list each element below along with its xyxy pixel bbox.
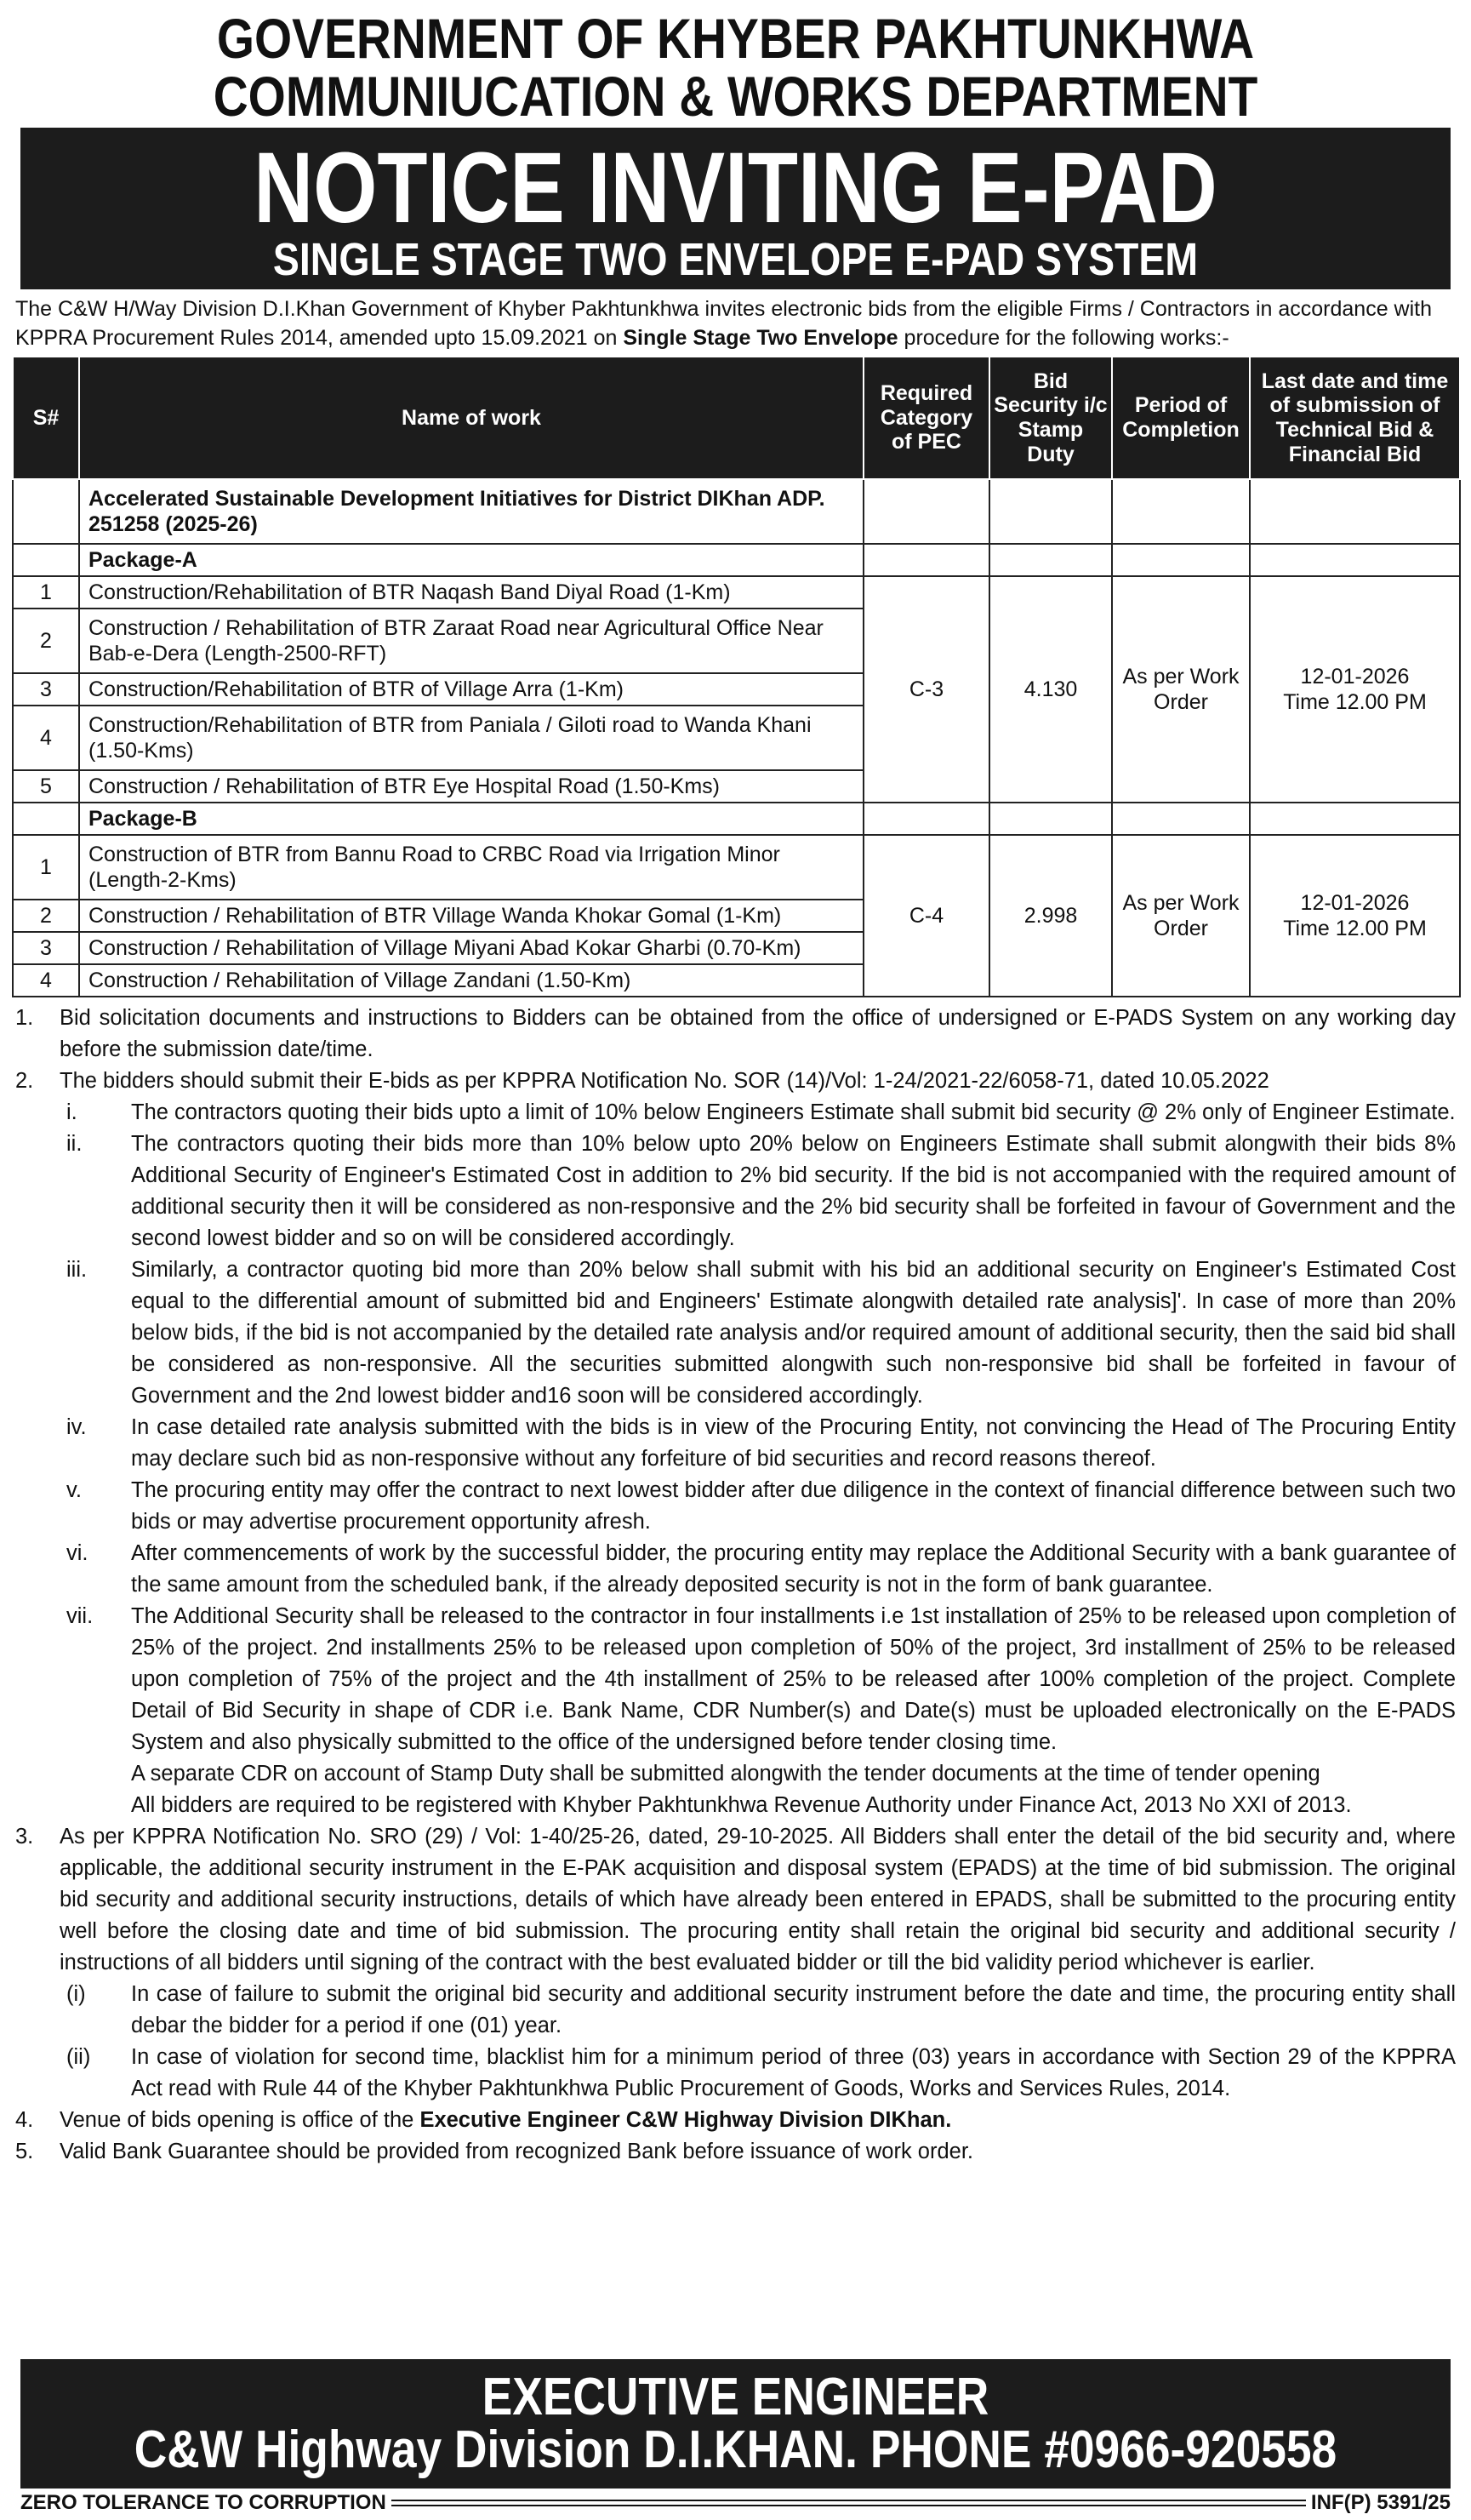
notice-title: NOTICE INVITING E-PAD	[254, 132, 1217, 244]
stamp-duty-note: A separate CDR on account of Stamp Duty shall be submitted alongwith the tender documents at the time of tender opening	[131, 1762, 1320, 1786]
note-2-sub-iii	[15, 1254, 1456, 1412]
row-sno: 4	[13, 706, 79, 770]
sub-label: iv.	[66, 1415, 87, 1439]
col-header-sno: S#	[13, 357, 79, 479]
note-text	[60, 2105, 1456, 2136]
row-work-name: Construction/Rehabilitation of BTR Naqash Band Diyal Road (1-Km)	[79, 576, 864, 609]
note-3-sub-ii	[15, 2042, 1456, 2105]
sub-label: i.	[66, 1100, 77, 1124]
row-sno: 3	[13, 932, 79, 964]
row-sno: 2	[13, 900, 79, 932]
note-number: 3.	[15, 1825, 34, 1849]
sub-text: In case of violation for second time, blacklist him for a minimum period of three (03) years in accordance with Section 29 of the KPPRA Act read with Rule 44 of the Khyber Pakhtunkhwa Public Procurement of Goods, Works and Services Rules, 2014.	[131, 2045, 1456, 2100]
sub-text: The contractors quoting their bids more than 10% below upto 20% below on Engineers Estimate shall submit alongwith their bids 8% Additional Security of Engineer's Estimated Cost in addition to 2% bid security. If the bid is not accompanied with the required amount of additional security then it will be considered as non-responsive and the 2% bid security shall be forfeited in favour of Government and the second lowest bidder and so on will be considered accordingly.	[131, 1132, 1456, 1250]
note-5	[15, 2136, 1456, 2168]
title-banner	[20, 128, 1451, 289]
note-2-sub-vii	[15, 1601, 1456, 1758]
row-sno: 4	[13, 964, 79, 997]
scheme-name: Accelerated Sustainable Development Initiatives for District DIKhan ADP. 251258 (2025-26)	[79, 479, 864, 544]
intro-paragraph	[12, 294, 1459, 352]
col-header-security: Bid Security i/c Stamp Duty	[989, 357, 1112, 479]
row-work-name: Construction / Rehabilitation of Village Miyani Abad Kokar Gharbi (0.70-Km)	[79, 932, 864, 964]
kpra-registration-note: All bidders are required to be registered with Khyber Pakhtunkhwa Revenue Authority under Finance Act, 2013 No XXI of 2013.	[131, 1793, 1352, 1817]
row-work-name: Construction/Rehabilitation of BTR from Paniala / Giloti road to Wanda Khani (1.50-Kms)	[79, 706, 864, 770]
row-work-name: Construction / Rehabilitation of Village Zandani (1.50-Km)	[79, 964, 864, 997]
package-b-category: C-4	[864, 835, 989, 997]
row-sno: 1	[13, 576, 79, 609]
sub-text: In case of failure to submit the original bid security and additional security instrument before the date and time, the procuring entity shall debar the bidder for a period if one (01) year.	[131, 1982, 1456, 2037]
sub-text: The procuring entity may offer the contract to next lowest bidder after due diligence in the context of financial difference between such two bids or may advertise procurement opportunity afresh.	[131, 1478, 1456, 1534]
department-heading: COMMUNIUCATION & WORKS DEPARTMENT	[213, 65, 1258, 128]
note-2-sub-i	[15, 1097, 1456, 1129]
row-sno: 5	[13, 770, 79, 803]
note-3-sub-i	[15, 1979, 1456, 2042]
note-2	[15, 1066, 1456, 1097]
row-sno: 1	[13, 835, 79, 900]
sub-text: Similarly, a contractor quoting bid more than 20% below shall submit with his bid an additional security on Engineer's Estimated Cost equal to the differential amount of submitted bid and Engineers' Estimate alongwith detailed rate analysis]'. In case of more than 20% below bids, if the bid is not accompanied by the detailed rate analysis and/or required amount of additional security, then the said bid shall be considered as non-responsive. All the securities submitted alongwith such non-responsive bid shall be forfeited in favour of Government and the 2nd lowest bidder and16 soon will be considered accordingly.	[131, 1258, 1456, 1408]
note-2-sub-vi	[15, 1538, 1456, 1601]
sub-label: (i)	[66, 1982, 86, 2006]
table-row	[13, 479, 1460, 544]
sub-label: ii.	[66, 1132, 83, 1156]
publication-ref: INF(P) 5391/25	[1310, 2491, 1451, 2514]
note-2-sub-ii	[15, 1129, 1456, 1254]
sub-label: iii.	[66, 1258, 88, 1282]
note-number: 2.	[15, 1069, 34, 1093]
government-heading: GOVERNMENT OF KHYBER PAKHTUNKHWA	[216, 7, 1255, 70]
row-work-name: Construction of BTR from Bannu Road to CRBC Road via Irrigation Minor (Length-2-Kms)	[79, 835, 864, 900]
venue-text: Venue of bids opening is office of the	[60, 2108, 420, 2132]
slogan: ZERO TOLERANCE TO CORRUPTION	[20, 2491, 386, 2514]
note-text: Bid solicitation documents and instructions to Bidders can be obtained from the office of undersigned or E-PADS System on any working day before the submission date/time.	[60, 1006, 1456, 1061]
table-row	[13, 576, 1460, 609]
col-header-name: Name of work	[79, 357, 864, 479]
intro-text-end: procedure for the following works:-	[898, 326, 1229, 350]
row-sno: 2	[13, 609, 79, 673]
divider	[391, 2500, 1306, 2506]
bottom-strip	[20, 2490, 1451, 2516]
package-b-time: Time 12.00 PM	[1283, 917, 1427, 940]
sub-label: (ii)	[66, 2045, 91, 2069]
note-3	[15, 1821, 1456, 1979]
package-b-label: Package-B	[79, 803, 864, 835]
designation: EXECUTIVE ENGINEER	[482, 2368, 989, 2426]
package-a-time: Time 12.00 PM	[1283, 690, 1427, 714]
row-work-name: Construction / Rehabilitation of BTR Village Wanda Khokar Gomal (1-Km)	[79, 900, 864, 932]
table-row	[13, 544, 1460, 576]
package-a-security: 4.130	[989, 576, 1112, 803]
package-a-category: C-3	[864, 576, 989, 803]
note-2-sub-v	[15, 1475, 1456, 1538]
intro-text: The C&W H/Way Division D.I.Khan Government of Khyber Pakhtunkhwa invites electronic bids from the eligible Firms / Contractors in accordance with KPPRA Procurement Rules 2014, amended upto 15.09.2021 on	[15, 297, 1433, 350]
sub-text: In case detailed rate analysis submitted with the bids is in view of the Procuring Entity, not convincing the Head of The Procuring Entity may declare such bid as non-responsive without any forfeiture of bid securities and record reasons thereof.	[131, 1415, 1456, 1471]
note-2-sub-iv	[15, 1412, 1456, 1475]
row-work-name: Construction / Rehabilitation of BTR Zaraat Road near Agricultural Office Near Bab-e-Dera (Length-2500-RFT)	[79, 609, 864, 673]
note-4	[15, 2105, 1456, 2136]
note-1	[15, 1003, 1456, 1066]
note-text: The bidders should submit their E-bids as per KPPRA Notification No. SOR (14)/Vol: 1-24/2021-22/6058-71, dated 10.05.2022	[60, 1069, 1269, 1093]
sub-text: The contractors quoting their bids upto a limit of 10% below Engineers Estimate shall submit bid security @ 2% only of Engineer Estimate.	[131, 1100, 1456, 1124]
note-number: 5.	[15, 2140, 34, 2163]
col-header-last-date: Last date and time of submission of Technical Bid & Financial Bid	[1250, 357, 1460, 479]
sub-label: vi.	[66, 1541, 88, 1565]
col-header-period: Period of Completion	[1112, 357, 1250, 479]
venue-office: Executive Engineer C&W Highway Division DIKhan.	[419, 2108, 952, 2132]
table-row	[13, 835, 1460, 900]
package-a-date: 12-01-2026	[1300, 665, 1410, 689]
notice-subtitle: SINGLE STAGE TWO ENVELOPE E-PAD SYSTEM	[272, 234, 1199, 285]
sub-text: The Additional Security shall be released to the contractor in four installments i.e 1st installation of 25% to be released upon completion of 25% of the project. 2nd installments 25% to be released upon completion of 50% of the project, 3rd installment of 25% to be released upon completion of 75% of the project and the 4th installment of 25% to be released after 100% completion of the project. Complete Detail of Bid Security in shape of CDR i.e. Bank Name, CDR Number(s) and Date(s) must be uploaded electronically on the E-PADS System and also physically submitted to the office of the undersigned before tender closing time.	[131, 1604, 1456, 1754]
note-text: Valid Bank Guarantee should be provided from recognized Bank before issuance of work order.	[60, 2140, 973, 2163]
package-a-period: As per Work Order	[1112, 576, 1250, 803]
office-contact: C&W Highway Division D.I.KHAN. PHONE #0966-920558	[134, 2420, 1337, 2479]
package-b-last-date	[1250, 835, 1460, 997]
terms-and-conditions	[12, 1003, 1459, 2168]
sub-text: After commencements of work by the successful bidder, the procuring entity may replace the Additional Security with a bank guarantee of the same amount from the scheduled bank, if the already deposited security is not in the form of bank guarantee.	[131, 1541, 1456, 1597]
row-work-name: Construction/Rehabilitation of BTR of Village Arra (1-Km)	[79, 673, 864, 706]
note-text: As per KPPRA Notification No. SRO (29) / Vol: 1-40/25-26, dated, 29-10-2025. All Bidders shall enter the detail of the bid security and, where applicable, the additional security instrument in the E-PAK acquisition and disposal system (EPADS) at the time of bid submission. The original bid security and additional security instructions, details of which have already been entered in EPADS, shall be submitted to the procuring entity well before the closing date and time of bid submission. The procuring entity shall retain the original bid security and additional security / instructions of all bidders until signing of the contract with the best evaluated bidder or till the bid validity period whichever is earlier.	[60, 1825, 1456, 1974]
signature-banner	[20, 2359, 1451, 2489]
table-row	[13, 803, 1460, 835]
row-work-name: Construction / Rehabilitation of BTR Eye Hospital Road (1.50-Kms)	[79, 770, 864, 803]
row-sno: 3	[13, 673, 79, 706]
package-b-date: 12-01-2026	[1300, 891, 1410, 915]
package-b-security: 2.998	[989, 835, 1112, 997]
package-b-period: As per Work Order	[1112, 835, 1250, 997]
note-number: 4.	[15, 2108, 34, 2132]
works-table	[12, 356, 1461, 997]
col-header-category: Required Category of PEC	[864, 357, 989, 479]
package-a-label: Package-A	[79, 544, 864, 576]
package-a-last-date	[1250, 576, 1460, 803]
sub-label: vii.	[66, 1604, 94, 1628]
note-number: 1.	[15, 1006, 34, 1030]
intro-bold: Single Stage Two Envelope	[623, 326, 898, 350]
sub-label: v.	[66, 1478, 82, 1502]
